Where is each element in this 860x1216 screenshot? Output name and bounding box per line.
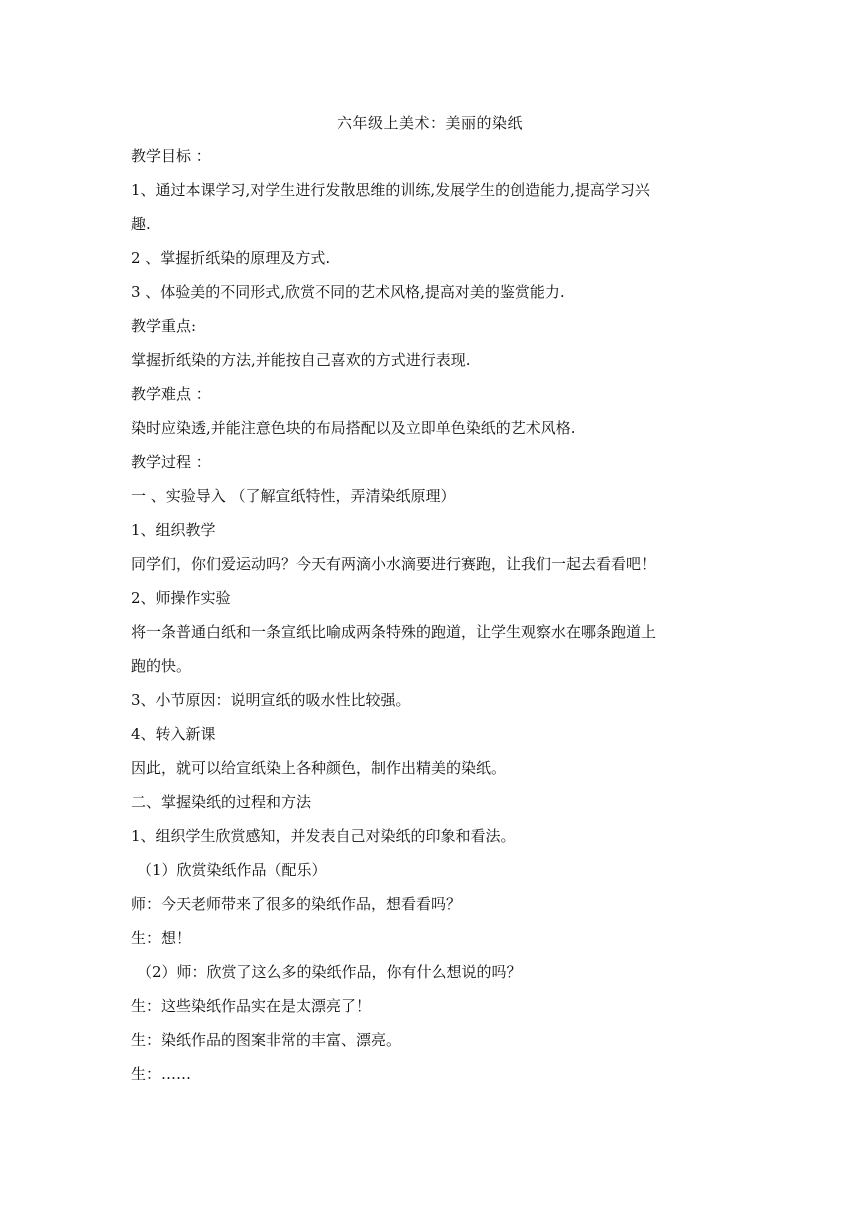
- paragraph-line: 4、转入新课: [131, 725, 216, 743]
- document-title: 六年级上美术：美丽的染纸: [336, 114, 523, 132]
- paragraph-line: 教学过程 ：: [131, 453, 211, 471]
- paragraph-line: （2）师：欣赏了这么多的染纸作品，你有什么想说的吗？: [137, 963, 522, 981]
- paragraph-line: 掌握折纸染的方法,并能按自己喜欢的方式进行表现.: [131, 351, 471, 369]
- paragraph-line: 1、组织学生欣赏感知，并发表自己对染纸的印象和看法。: [131, 827, 516, 845]
- paragraph-line: 生：……: [131, 1065, 192, 1083]
- paragraph-line: 生：染纸作品的图案非常的丰富、漂亮。: [131, 1031, 402, 1049]
- paragraph-line: 二、掌握染纸的过程和方法: [131, 793, 312, 811]
- paragraph-line: 教学目标 ：: [131, 147, 211, 165]
- paragraph-line: 1、通过本课学习,对学生进行发散思维的训练,发展学生的创造能力,提高学习兴: [131, 181, 650, 199]
- paragraph-line: 趣.: [131, 215, 151, 233]
- paragraph-line: 同学们，你们爱运动吗？今天有两滴小水滴要进行赛跑，让我们一起去看看吧！: [131, 555, 657, 573]
- paragraph-line: 因此，就可以给宣纸染上各种颜色，制作出精美的染纸。: [131, 759, 507, 777]
- paragraph-line: 2、师操作实验: [131, 589, 231, 607]
- paragraph-line: 教学重点:: [131, 317, 197, 335]
- paragraph-line: 2 、掌握折纸染的原理及方式.: [131, 249, 331, 267]
- paragraph-line: 跑的快。: [131, 657, 192, 675]
- paragraph-line: 1、组织教学: [131, 521, 216, 539]
- paragraph-line: 生：想！: [131, 929, 192, 947]
- paragraph-line: 教学难点 ：: [131, 385, 211, 403]
- paragraph-line: 将一条普通白纸和一条宣纸比喻成两条特殊的跑道，让学生观察水在哪条跑道上: [131, 623, 657, 641]
- paragraph-line: 3、小节原因：说明宣纸的吸水性比较强。: [131, 691, 411, 709]
- paragraph-line: 生：这些染纸作品实在是太漂亮了！: [131, 997, 372, 1015]
- paragraph-line: 师：今天老师带来了很多的染纸作品，想看看吗？: [131, 895, 462, 913]
- document-body: [131, 146, 735, 1098]
- paragraph-line: 3 、体验美的不同形式,欣赏不同的艺术风格,提高对美的鉴赏能力.: [131, 283, 565, 301]
- paragraph-line: 染时应染透,并能注意色块的布局搭配以及立即单色染纸的艺术风格.: [131, 419, 576, 437]
- paragraph-line: （1）欣赏染纸作品（配乐）: [137, 861, 327, 879]
- paragraph-line: 一 、实验导入 （了解宣纸特性，弄清染纸原理）: [131, 487, 456, 505]
